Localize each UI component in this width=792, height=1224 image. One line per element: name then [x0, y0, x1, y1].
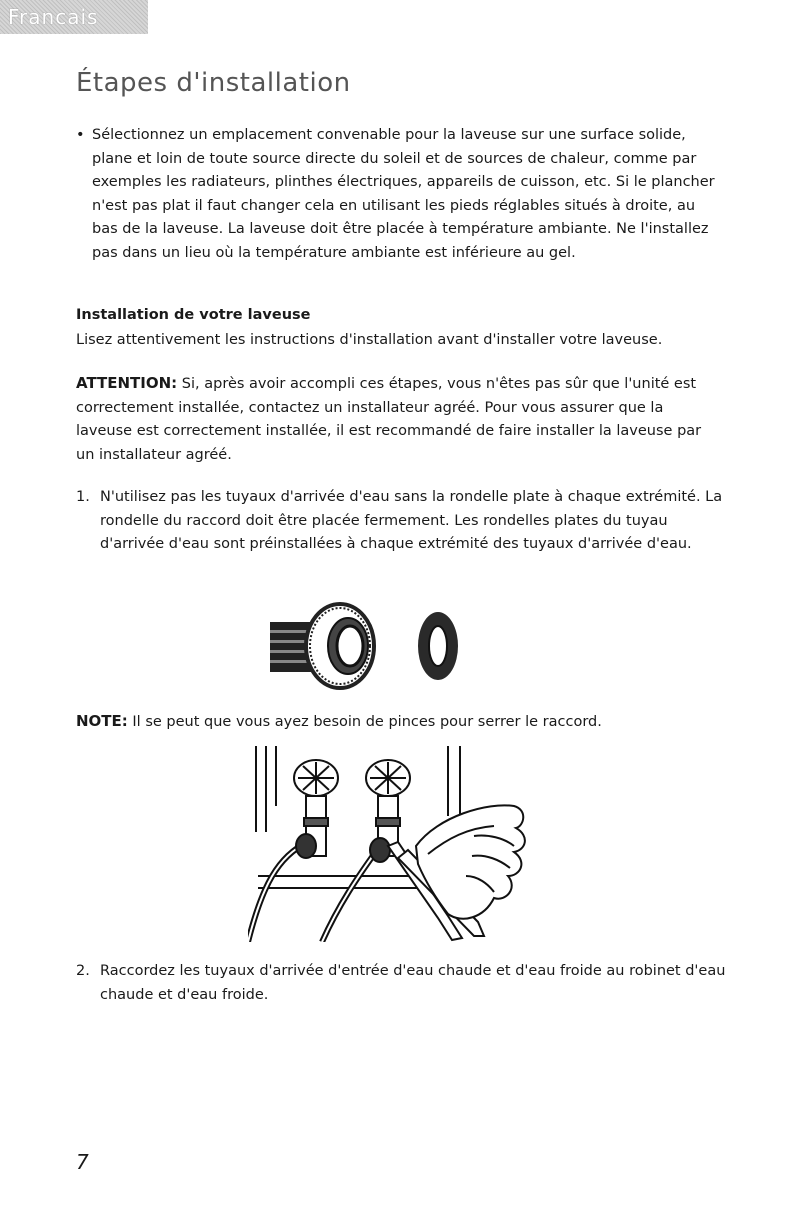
- intro-bullet-text: Sélectionnez un emplacement convenable pour la laveuse sur une surface solide, plane et loin de toute source directe du soleil et de sources de chaleur, comme par exemples les radiateurs, plinthes électriques, appareils de cuisson, etc. Si le plancher n'est pas plat il faut changer cela en utilisant les pieds réglables situés à droite, au bas de la laveuse. La laveuse doit être placée à température ambiante. Ne l'installez pas dans un lieu où la température ambiante est inférieure au gel.: [92, 127, 715, 261]
- note-label: NOTE:: [76, 712, 128, 730]
- language-tab-label: Francais: [8, 5, 99, 29]
- step-1: [76, 486, 730, 557]
- pliers-faucet-illustration: [248, 746, 538, 942]
- page-number: 7: [76, 1150, 89, 1174]
- intro-bullet: [76, 124, 722, 265]
- language-tab: [0, 0, 148, 34]
- hose-coupling: [270, 604, 374, 688]
- step-1-text: N'utilisez pas les tuyaux d'arrivée d'eau sans la rondelle plate à chaque extrémité. La rondelle du raccord doit être placée fermement. Les rondelles plates du tuyau d'arrivée d'eau sont préinstallées à chaque extrémité des tuyaux d'arrivée d'eau.: [100, 489, 723, 552]
- section-text: Lisez attentivement les instructions d'installation avant d'installer votre laveuse.: [76, 332, 663, 348]
- step-2-number: 2.: [76, 963, 90, 979]
- attention-label: ATTENTION:: [76, 374, 178, 392]
- section-title: Installation de votre laveuse: [76, 307, 311, 323]
- step-2-text: Raccordez les tuyaux d'arrivée d'entrée d'eau chaude et d'eau froide au robinet d'eau chaude et d'eau froide.: [100, 963, 726, 1003]
- note-text: Il se peut que vous ayez besoin de pinces pour serrer le raccord.: [132, 714, 602, 730]
- flat-washer: [418, 612, 458, 680]
- hose-washer-illustration: [262, 600, 482, 692]
- attention-block: [76, 372, 706, 467]
- attention-text: Si, après avoir accompli ces étapes, vous n'êtes pas sûr que l'unité est correctement installée, contactez un installateur agréé. Pour vous assurer que la laveuse est correctement installée, il est recommandé de faire installer la laveuse par un installateur agréé.: [76, 376, 702, 463]
- bullet-icon: •: [76, 127, 85, 143]
- step-1-number: 1.: [76, 489, 90, 505]
- page-title: Étapes d'installation: [76, 68, 351, 98]
- step-2: [76, 960, 730, 1007]
- note-block: [76, 710, 716, 734]
